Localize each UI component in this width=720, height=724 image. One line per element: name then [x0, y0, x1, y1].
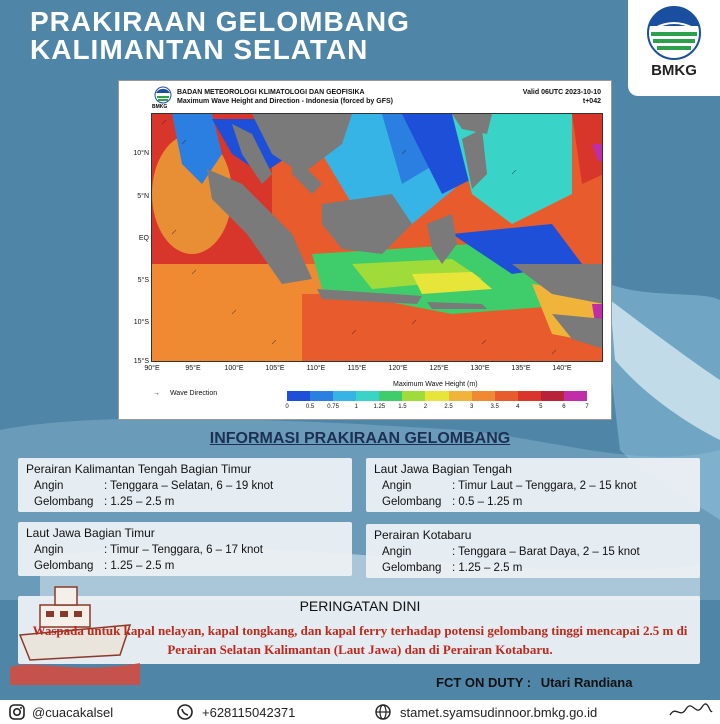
- wave-direction-arrow-icon: →: [153, 390, 160, 397]
- logo-text: BMKG: [651, 62, 697, 79]
- colorbar-tick-label: 1.25: [373, 404, 386, 410]
- wave-height-map: [151, 113, 603, 362]
- lon-label-130e: 130°E: [470, 365, 490, 372]
- wave-map-panel: [118, 80, 612, 420]
- colorbar-segment: [287, 391, 310, 401]
- instagram-link[interactable]: [8, 703, 113, 721]
- colorbar-segment: [541, 391, 564, 401]
- whatsapp-number: +628115042371: [202, 704, 296, 720]
- map-step-label: t+042: [582, 98, 601, 105]
- angin-value: : Timur – Tenggara, 6 – 17 knot: [104, 544, 263, 556]
- region-card: [366, 524, 700, 578]
- colorbar-tick-label: 2: [423, 404, 428, 410]
- lon-label-110e: 110°E: [306, 365, 326, 372]
- lon-label-135e: 135°E: [511, 365, 531, 372]
- bmkg-logo: [628, 0, 720, 96]
- lat-label-5n: 5°N: [137, 193, 149, 200]
- map-header: [177, 88, 393, 106]
- title-line-1: PRAKIRAAN GELOMBANG: [30, 6, 410, 37]
- colorbar-segment: [333, 391, 356, 401]
- angin-label: Angin: [382, 480, 412, 492]
- angin-value: : Tenggara – Selatan, 6 – 19 knot: [104, 480, 274, 492]
- globe-icon: [374, 703, 392, 721]
- map-logo-text: BMKG: [152, 104, 168, 110]
- lon-label-100e: 100°E: [224, 365, 244, 372]
- colorbar-segment: [564, 391, 587, 401]
- colorbar-segment: [518, 391, 541, 401]
- colorbar-tick-label: 0.75: [327, 404, 339, 410]
- website-link[interactable]: [374, 703, 597, 721]
- colorbar-segment: [402, 391, 425, 401]
- signature-icon: [668, 703, 714, 721]
- map-valid-label: Valid 06UTC 2023-10-10: [522, 89, 601, 96]
- gelombang-value: : 1.25 – 2.5 m: [104, 560, 175, 572]
- lon-label-125e: 125°E: [429, 365, 449, 372]
- angin-label: Angin: [382, 546, 412, 558]
- lon-label-120e: 120°E: [388, 365, 408, 372]
- lon-label-95e: 95°E: [185, 365, 201, 372]
- colorbar-segment: [379, 391, 402, 401]
- region-card: [18, 522, 352, 576]
- lat-label-10n: 10°N: [133, 150, 149, 157]
- instagram-handle: @cuacakalsel: [32, 704, 114, 720]
- colorbar-tick-label: 4: [516, 404, 520, 410]
- colorbar-tick-label: 1: [354, 404, 358, 410]
- gelombang-value: : 1.25 – 2.5 m: [452, 562, 523, 574]
- region-name: Laut Jawa Bagian Tengah: [374, 462, 512, 476]
- colorbar-title: Maximum Wave Height (m): [393, 381, 478, 388]
- gelombang-label: Gelombang: [34, 496, 94, 508]
- gelombang-label: Gelombang: [382, 562, 442, 574]
- whatsapp-link[interactable]: [176, 703, 295, 721]
- wave-direction-label: Wave Direction: [169, 390, 218, 397]
- warning-text: Waspada untuk kapal nelayan, kapal tongkang, dan kapal ferry terhadap potensi gelombang tinggi mencapai 2.5 m di Perairan Selatan Kalimantan (Laut Jawa) dan di Perairan Kotabaru.: [32, 623, 688, 657]
- wave-map-graphic: [152, 114, 603, 362]
- region-card: [366, 458, 700, 512]
- website-url: stamet.syamsudinnoor.bmkg.go.id: [400, 704, 598, 720]
- region-name: Laut Jawa Bagian Timur: [26, 526, 155, 540]
- gelombang-label: Gelombang: [34, 560, 94, 572]
- lon-label-90e: 90°E: [144, 365, 160, 372]
- title-line-2: KALIMANTAN SELATAN: [30, 34, 369, 65]
- colorbar-tick-label: 3.5: [490, 404, 499, 410]
- gelombang-value: : 0.5 – 1.25 m: [452, 496, 523, 508]
- footer: [0, 700, 720, 724]
- angin-value: : Tenggara – Barat Daya, 2 – 15 knot: [452, 546, 640, 558]
- angin-label: Angin: [34, 480, 64, 492]
- colorbar-tick-label: 0: [285, 404, 289, 410]
- lat-label-10s: 10°S: [133, 319, 149, 326]
- gelombang-value: : 1.25 – 2.5 m: [104, 496, 175, 508]
- page-title: [30, 8, 410, 64]
- wave-direction-legend: [153, 390, 217, 397]
- warning-title: PERINGATAN DINI: [299, 598, 421, 614]
- instagram-icon: [8, 703, 26, 721]
- map-valid-time: [523, 88, 601, 106]
- colorbar-segment: [356, 391, 379, 401]
- lat-label-eq: EQ: [138, 235, 149, 242]
- colorbar-tick-label: 6: [562, 404, 566, 410]
- colorbar-tick-label: 3: [469, 404, 474, 410]
- fct-on-duty: [436, 675, 632, 690]
- colorbar-tick-label: 1.5: [398, 404, 407, 410]
- colorbar-segment: [472, 391, 495, 401]
- region-name: Perairan Kotabaru: [374, 528, 472, 542]
- lon-label-105e: 105°E: [265, 365, 285, 372]
- colorbar-tick-label: 0.5: [305, 404, 315, 410]
- lon-label-115e: 115°E: [347, 365, 367, 372]
- whatsapp-icon: [176, 703, 194, 721]
- colorbar: [287, 391, 587, 401]
- region-name: Perairan Kalimantan Tengah Bagian Timur: [26, 462, 252, 476]
- colorbar-segment: [495, 391, 518, 401]
- colorbar-tick-label: 2.5: [444, 404, 453, 410]
- fct-name: Utari Randiana: [540, 675, 633, 690]
- region-card: [18, 458, 352, 512]
- fct-label: FCT ON DUTY :: [436, 675, 532, 690]
- map-agency: BADAN METEOROLOGI KLIMATOLOGI DAN GEOFISIKA: [177, 89, 365, 96]
- lon-label-140e: 140°E: [552, 365, 572, 372]
- angin-value: : Timur Laut – Tenggara, 2 – 15 knot: [452, 480, 637, 492]
- colorbar-tick-label: 7: [585, 404, 589, 410]
- colorbar-segment: [449, 391, 472, 401]
- colorbar-segment: [310, 391, 333, 401]
- gelombang-label: Gelombang: [382, 496, 442, 508]
- angin-label: Angin: [34, 544, 64, 556]
- map-subtitle: Maximum Wave Height and Direction - Indonesia (forced by GFS): [177, 98, 393, 105]
- colorbar-tick-label: 5: [539, 404, 543, 410]
- info-heading: INFORMASI PRAKIRAAN GELOMBANG: [209, 430, 511, 447]
- colorbar-segment: [425, 391, 448, 401]
- bmkg-emblem-icon: [641, 6, 707, 60]
- lat-label-5s: 5°S: [137, 277, 149, 284]
- lat-label-15s: 15°S: [133, 358, 149, 365]
